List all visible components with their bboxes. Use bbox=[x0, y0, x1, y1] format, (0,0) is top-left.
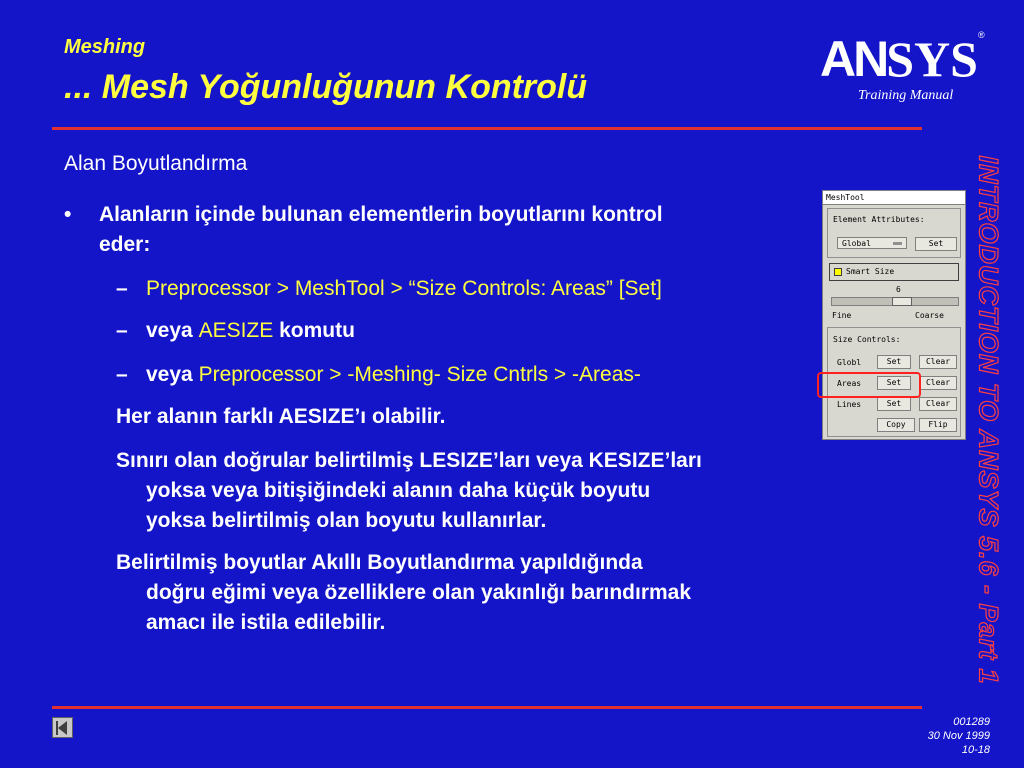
paragraph-3-line-1: Belirtilmiş boyutlar Akıllı Boyutlandırma yapıldığında bbox=[116, 551, 643, 574]
areas-set-button[interactable]: Set bbox=[877, 376, 911, 390]
side-banner-text: INTRODUCTION TO ANSYS 5.6 - Part 1 bbox=[973, 155, 1004, 685]
menu-path-meshtool: Preprocessor > MeshTool > “Size Controls: Areas” [Set] bbox=[146, 277, 662, 300]
page-title: ... Mesh Yoğunluğunun Kontrolü bbox=[64, 68, 588, 106]
dash-2: – bbox=[116, 319, 128, 342]
slide-date: 30 Nov 1999 bbox=[927, 730, 990, 742]
lines-clear-button[interactable]: Clear bbox=[919, 397, 957, 411]
smart-size-slider[interactable] bbox=[831, 297, 959, 306]
globl-set-button[interactable]: Set bbox=[877, 355, 911, 369]
section-title: Meshing bbox=[64, 36, 146, 58]
training-manual-label: Training Manual bbox=[858, 88, 954, 103]
areas-clear-button[interactable]: Clear bbox=[919, 376, 957, 390]
size-row-label-lines: Lines bbox=[837, 400, 862, 409]
paragraph-3-line-3: amacı ile istila edilebilir. bbox=[146, 611, 386, 634]
slide-page: 10-18 bbox=[961, 744, 990, 756]
dash-1: – bbox=[116, 277, 128, 300]
command-suffix: komutu bbox=[279, 319, 355, 342]
global-select-value: Global bbox=[842, 239, 871, 248]
logo-registered: ® bbox=[977, 30, 985, 40]
coarse-label: Coarse bbox=[915, 311, 944, 320]
smart-size-checkbox[interactable] bbox=[834, 268, 842, 276]
ansys-logo bbox=[820, 30, 1010, 87]
back-arrow-icon bbox=[58, 721, 67, 735]
paragraph-3-line-2: doğru eğimi veya özelliklere olan yakınlığı barındırmak bbox=[146, 581, 692, 604]
size-row-label-globl: Globl bbox=[837, 358, 862, 367]
bullet-line-2: eder: bbox=[99, 233, 151, 256]
logo-an: AN bbox=[820, 31, 887, 87]
command-prefix: veya bbox=[146, 319, 193, 342]
element-attributes-set-button[interactable]: Set bbox=[915, 237, 957, 251]
paragraph-2-line-3: yoksa belirtilmiş olan boyutu kullanırlar. bbox=[146, 509, 547, 532]
global-attributes-select[interactable] bbox=[837, 237, 907, 249]
path-size-cntrls: Preprocessor > -Meshing- Size Cntrls > -Areas- bbox=[198, 363, 641, 386]
paragraph-2-line-2: yoksa veya bitişiğindeki alanın daha küçük boyutu bbox=[146, 479, 651, 502]
fine-label: Fine bbox=[832, 311, 852, 320]
previous-slide-button[interactable] bbox=[52, 717, 73, 738]
dash-3: – bbox=[116, 363, 128, 386]
bullet-marker: • bbox=[64, 203, 72, 226]
size-controls-label: Size Controls: bbox=[833, 335, 901, 344]
dropdown-indicator-icon bbox=[893, 242, 902, 245]
areas-row-highlight bbox=[817, 372, 921, 398]
element-attributes-label: Element Attributes: bbox=[833, 215, 925, 224]
flip-button[interactable]: Flip bbox=[919, 418, 957, 432]
paragraph-2-line-1: Sınırı olan doğrular belirtilmiş LESIZE’ları veya KESIZE’ları bbox=[116, 449, 702, 472]
subheading: Alan Boyutlandırma bbox=[64, 152, 248, 175]
menu-path-size-cntrls bbox=[146, 360, 641, 390]
slide-code: 001289 bbox=[953, 716, 990, 728]
size-row-label-areas: Areas bbox=[837, 379, 862, 388]
globl-clear-button[interactable]: Clear bbox=[919, 355, 957, 369]
copy-button[interactable]: Copy bbox=[877, 418, 915, 432]
meshtool-title: MeshTool bbox=[826, 193, 865, 202]
paragraph-1: Her alanın farklı AESIZE’ı olabilir. bbox=[116, 405, 446, 428]
smart-size-label: Smart Size bbox=[846, 267, 895, 276]
lines-set-button[interactable]: Set bbox=[877, 397, 911, 411]
slider-handle[interactable] bbox=[892, 297, 912, 306]
meshtool-panel bbox=[822, 190, 966, 440]
logo-sys: SYS bbox=[886, 31, 978, 87]
path-prefix: veya bbox=[146, 363, 193, 386]
meshtool-titlebar bbox=[823, 191, 965, 205]
command-aesize: AESIZE bbox=[198, 319, 274, 342]
bullet-line-1: Alanların içinde bulunan elementlerin boyutlarını kontrol bbox=[99, 203, 663, 226]
bottom-divider bbox=[52, 706, 922, 709]
side-banner bbox=[958, 140, 1018, 700]
smart-size-level: 6 bbox=[896, 285, 901, 294]
command-line bbox=[146, 316, 355, 346]
top-divider bbox=[52, 127, 922, 130]
